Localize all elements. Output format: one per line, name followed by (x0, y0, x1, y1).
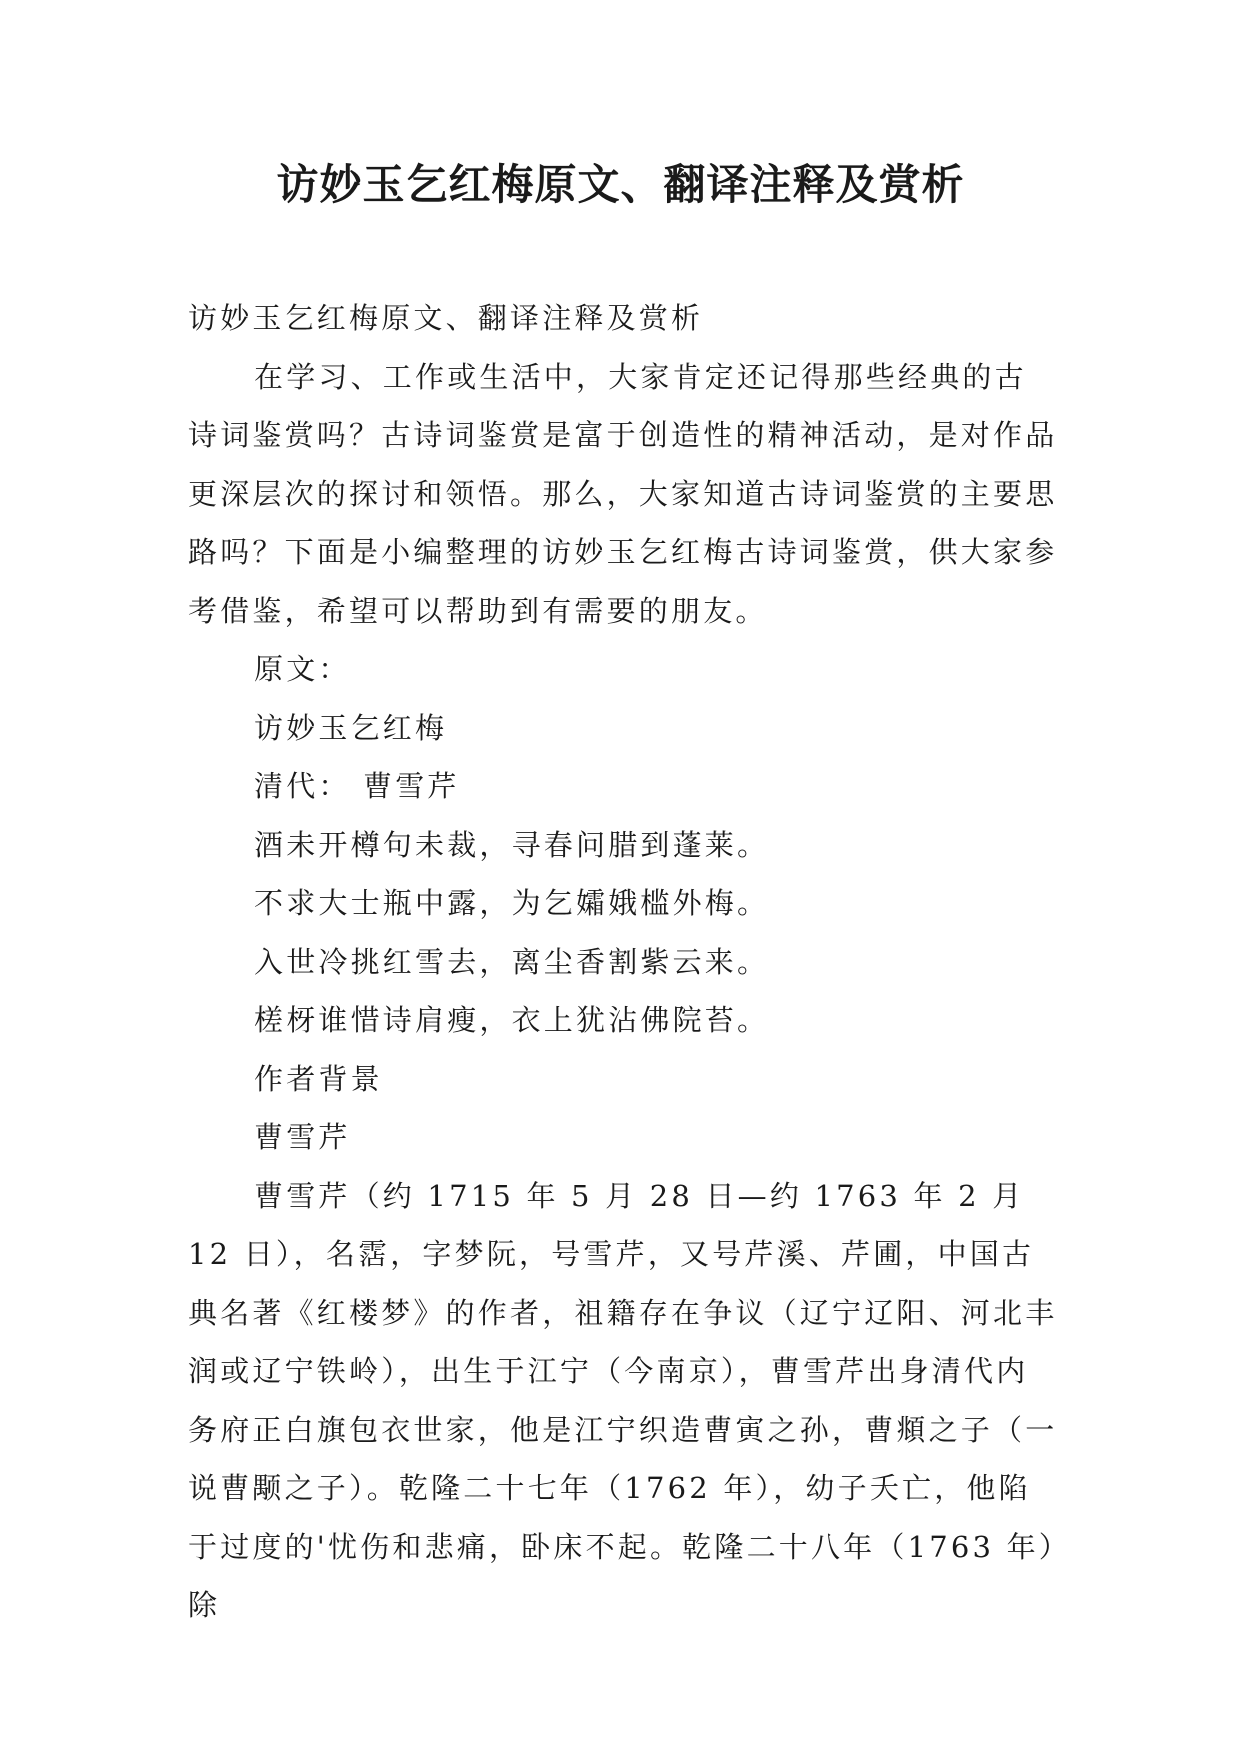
author-name: 曹雪芹 (254, 1120, 351, 1154)
poem-author: 清代： 曹雪芹 (254, 769, 460, 803)
document-body (188, 289, 1058, 1635)
background-heading: 作者背景 (254, 1061, 383, 1096)
original-heading: 原文： (254, 652, 351, 686)
author-bio-paragraph: 曹雪芹（约 1715 年 5 月 28 日—约 1763 年 2 月 12 日），名霑，字梦阮，号雪芹，又号芹溪、芹圃，中国古典名著《红楼梦》的作者，祖籍存在争议（辽宁辽阳、河北丰润或辽宁铁岭），出生于江宁（今南京），曹雪芹出身清代内务府正白旗包衣世家，他是江宁织造曹寅之孙，曹頫之子（一说曹颙之子）。乾隆二十七年（1762 年），幼子夭亡，他陷于过度的'忧伤和悲痛，卧床不起。乾隆二十八年（1763 年）除 (188, 1178, 1058, 1622)
poem-line: 槎枒谁惜诗肩瘦，衣上犹沾佛院苔。 (254, 1003, 770, 1037)
document-title: 访妙玉乞红梅原文、翻译注释及赏析 (276, 160, 965, 209)
poem-line: 不求大士瓶中露，为乞孀娥槛外梅。 (254, 886, 770, 920)
poem-line: 酒未开樽句未裁，寻春问腊到蓬莱。 (254, 827, 770, 862)
poem-line: 入世冷挑红雪去，离尘香割紫云来。 (254, 944, 770, 979)
poem-title: 访妙玉乞红梅 (254, 710, 448, 745)
subtitle-line: 访妙玉乞红梅原文、翻译注释及赏析 (188, 301, 704, 335)
intro-paragraph: 在学习、工作或生活中，大家肯定还记得那些经典的古诗词鉴赏吗？古诗词鉴赏是富于创造性的精神活动，是对作品更深层次的探讨和领悟。那么，大家知道古诗词鉴赏的主要思路吗？下面是小编整理的访妙玉乞红梅古诗词鉴赏，供大家参考借鉴，希望可以帮助到有需要的朋友。 (188, 359, 1058, 628)
